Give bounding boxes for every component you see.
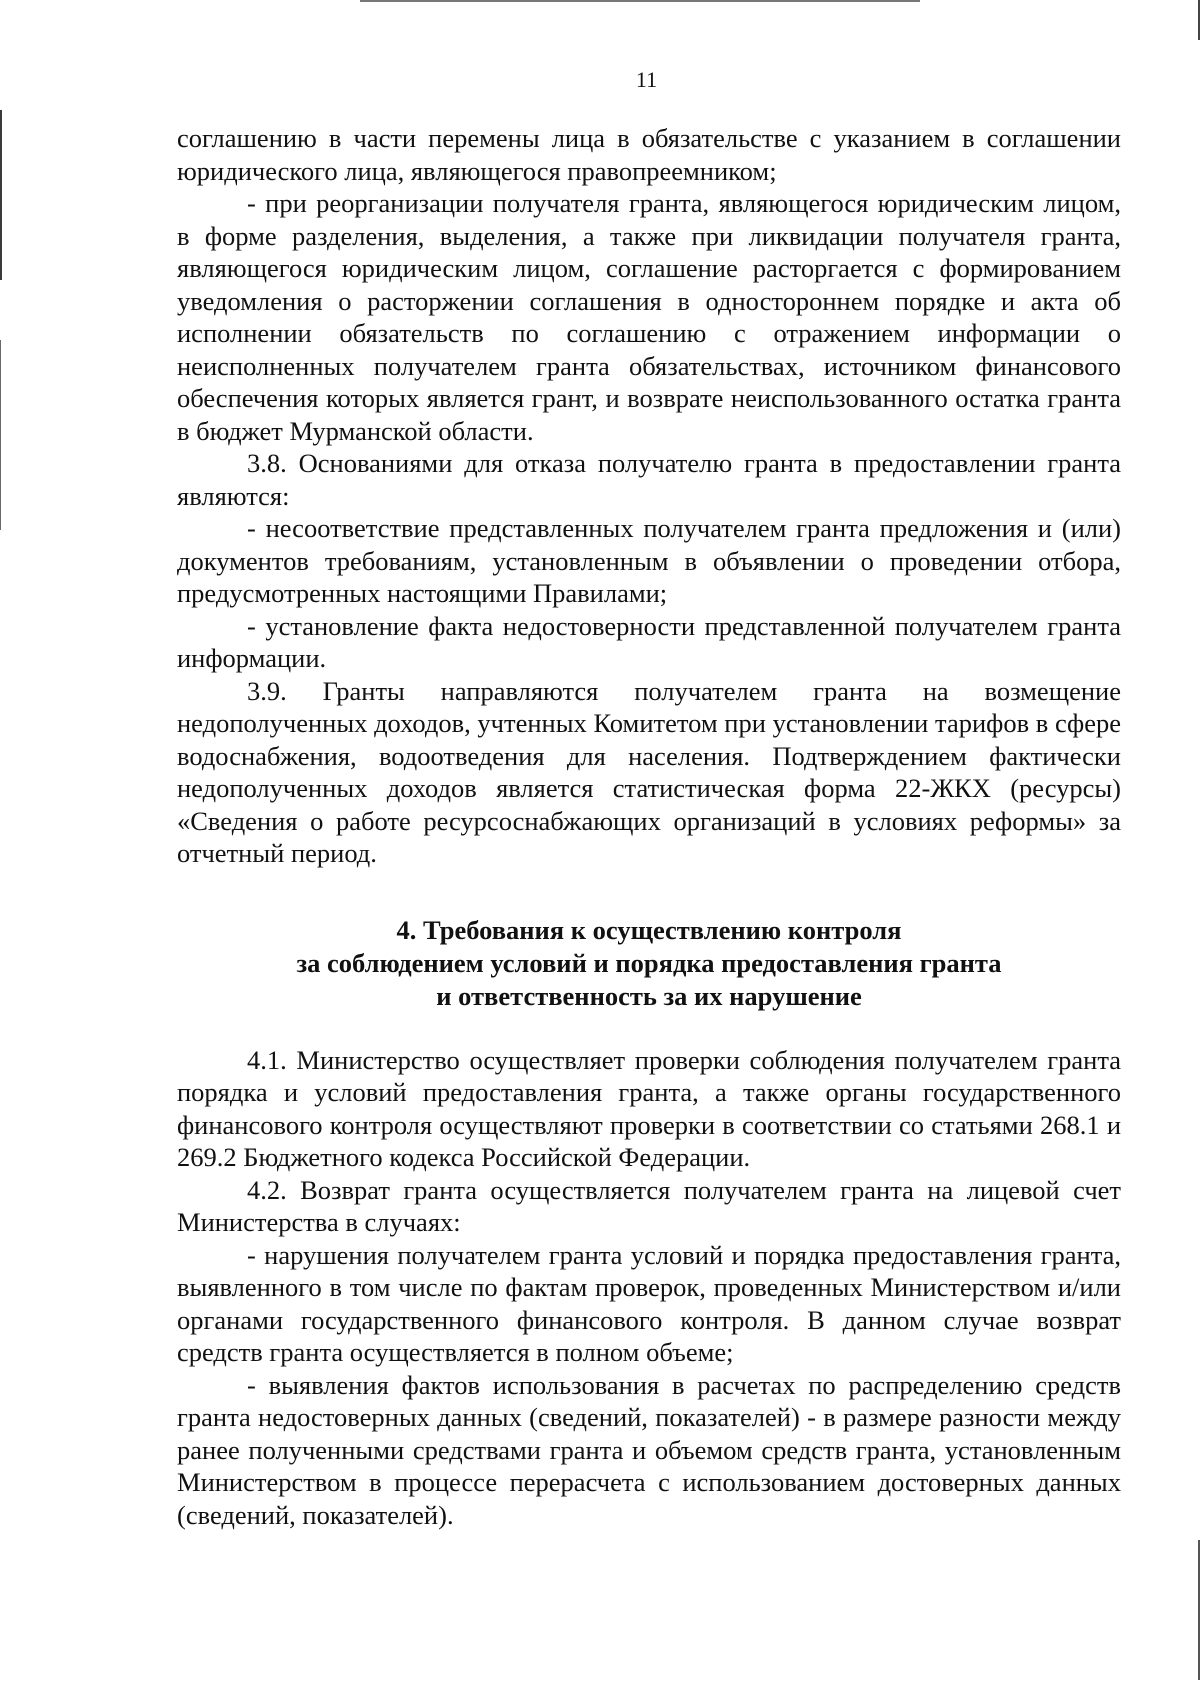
paragraph: соглашению в части перемены лица в обязательстве с указанием в соглашении юридического лица, являющегося правопреемником; [177,123,1121,186]
scan-artifact-left-lower [0,340,1,530]
paragraph: 4.1. Министерство осуществляет проверки соблюдения получателем гранта порядка и условий предоставления гранта, а также органы государственного финансового контроля осуществляют проверки в соответствии со статьями 268.1 и 269.2 Бюджетного кодекса Российской Федерации. [177,1044,1121,1172]
section-heading-line: 4. Требования к осуществлению контроля [396,914,902,945]
paragraph: 3.9. Гранты направляются получателем гранта на возмещение недополученных доходов, учтенных Комитетом при установлении тарифов в сфере водоснабжения, водоотведения для населения. Подтверждением фактически недополученных доходов является статистическая форма 22-ЖКХ (ресурсы) «Сведения о работе ресурсоснабжающих организаций в условиях реформы» за отчетный период. [177,675,1121,868]
paragraph: - нарушения получателем гранта условий и порядка предоставления гранта, выявленного в том числе по фактам проверок, проведенных Министерством и/или органами государственного финансового контроля. В данном случае возврат средств гранта осуществляется в полном объеме; [177,1239,1121,1367]
document-body [177,122,1121,1531]
paragraph: - несоответствие представленных получателем гранта предложения и (или) документов требованиям, установленным в объявлении о проведении отбора, предусмотренных настоящими Правилами; [177,513,1121,608]
paragraph: - выявления фактов использования в расчетах по распределению средств гранта недостоверных данных (сведений, показателей) - в размере разности между ранее полученными средствами гранта и объемом средств гранта, установленным Министерством в процессе перерасчета с использованием достоверных данных (сведений, показателей). [177,1369,1121,1530]
section-heading-line: за соблюдением условий и порядка предоставления гранта [296,947,1002,978]
paragraph: - при реорганизации получателя гранта, являющегося юридическим лицом, в форме разделения, выделения, а также при ликвидации получателя гранта, являющегося юридическим лицом, соглашение расторгается с формированием уведомления о расторжении соглашения в одностороннем порядке и акта об исполнении обязательств по соглашению с отражением информации о неисполненных получателем гранта обязательствах, источником финансового обеспечения которых является грант, и возврате неиспользованного остатка гранта в бюджет Мурманской области. [177,188,1121,446]
paragraph: - установление факта недостоверности представленной получателем гранта информации. [177,610,1121,673]
scan-artifact-top [360,0,920,2]
page-number: 11 [635,67,658,92]
section-heading [177,914,1121,1013]
scan-artifact-left [0,110,2,280]
paragraph: 3.8. Основаниями для отказа получателю гранта в предоставлении гранта являются: [177,448,1121,511]
section-heading-line: и ответственность за их нарушение [436,980,862,1011]
paragraph: 4.2. Возврат гранта осуществляется получателем гранта на лицевой счет Министерства в случаях: [177,1174,1121,1237]
